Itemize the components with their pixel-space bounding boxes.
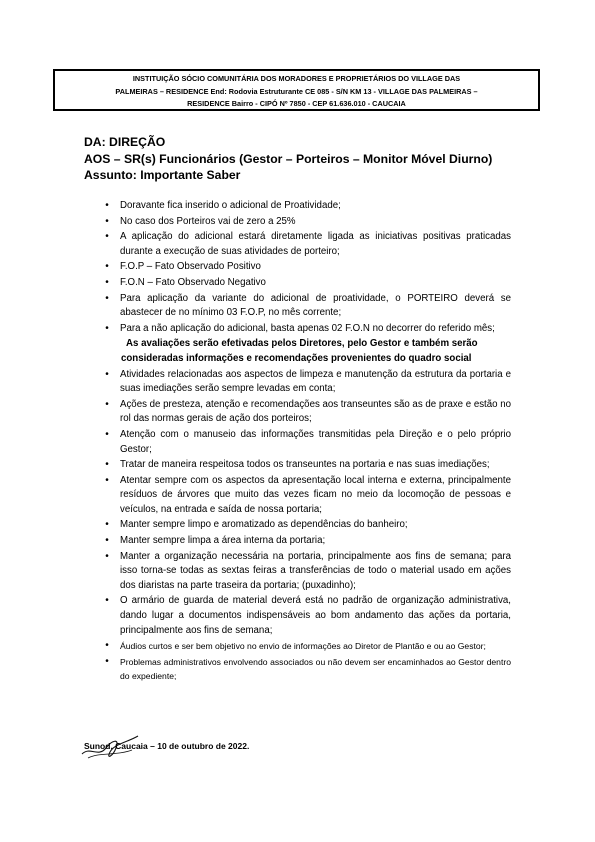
list-item: • F.O.N – Fato Observado Negativo	[103, 276, 511, 291]
list-item: • Problemas administrativos envolvendo associados ou não devem ser encaminhados ao Gestor dentro do expediente;	[103, 655, 511, 684]
signature-date-line: Sunod, Caucaia – 10 de outubro de 2022.	[84, 741, 250, 751]
memo-meta	[84, 134, 492, 184]
header-line-2: PALMEIRAS – RESIDENCE End: Rodovia Estruturante CE 085 - S/N KM 13 - VILLAGE DAS PALMEIRAS –	[115, 86, 478, 96]
bullet-icon: •	[105, 640, 109, 652]
bullet-icon: •	[105, 276, 109, 288]
list-item: • Ações de presteza, atenção e recomendações aos transeuntes são as de praxe e estão no rol das normas gerais de ação dos porteiros;	[103, 398, 511, 427]
bullet-icon: •	[105, 322, 109, 334]
list-item: • No caso dos Porteiros vai de zero a 25%	[103, 215, 511, 230]
bullet-icon: •	[105, 200, 109, 211]
list-item: • F.O.P – Fato Observado Positivo	[103, 260, 511, 275]
list-item: • Manter a organização necessária na portaria, principalmente aos fins de semana; para isso torna-se todas as sextas feiras a transferências de todo o material usado em ações dos diaristas na parte traseira da portaria; (puxadinho);	[103, 550, 511, 594]
bullet-icon: •	[105, 519, 109, 531]
bullet-icon: •	[105, 459, 109, 471]
list-item: • Manter sempre limpo e aromatizado as dependências do banheiro;	[103, 518, 511, 533]
list-item: • Para a não aplicação do adicional, basta apenas 02 F.O.N no decorrer do referido mês;	[103, 322, 511, 337]
institution-header	[53, 69, 540, 111]
header-line-1: INSTITUIÇÃO SÓCIO COMUNITÁRIA DOS MORADORES E PROPRIETÁRIOS DO VILLAGE DAS	[132, 74, 461, 83]
bullet-icon: •	[105, 368, 109, 380]
list-item: • A aplicação do adicional estará diretamente ligada as iniciativas positivas praticadas durante a execução de suas atividades de porteiro;	[103, 230, 511, 259]
list-item: • Atenção com o manuseio das informações transmitidas pela Direção e o pelo próprio Gestor;	[103, 428, 511, 457]
list-item: • O armário de guarda de material deverá está no padrão de organização administrativa, dando lugar a documentos indispensáveis ao bom andamento das ações da portaria, principalmente aos fins de semana;	[103, 594, 511, 638]
bullet-icon: •	[105, 655, 109, 667]
memo-to: AOS – SR(s) Funcionários (Gestor – Porteiros – Monitor Móvel Diurno)	[84, 151, 493, 166]
bullet-icon: •	[105, 474, 109, 486]
list-item: • Doravante fica inserido o adicional de Proatividade;	[103, 199, 511, 214]
memo-subject: Assunto: Importante Saber	[84, 168, 241, 182]
list-item: • Para aplicação da variante do adicional de proatividade, o PORTEIRO deverá se abastecer de no mínimo 03 F.O.P, no mês corrente;	[103, 292, 511, 321]
bullet-icon: •	[105, 550, 109, 562]
bullet-icon: •	[105, 428, 109, 440]
bullet-icon: •	[105, 261, 109, 273]
bullet-icon: •	[105, 398, 109, 410]
bullet-icon: •	[105, 292, 109, 304]
bullet-icon: •	[105, 535, 109, 547]
bullet-icon: •	[105, 595, 109, 607]
bullet-icon: •	[105, 231, 109, 243]
list-item: • Atividades relacionadas aos aspectos de limpeza e manutenção da estrutura da portaria e suas imediações serão sempre levadas em conta;	[103, 368, 511, 397]
memo-items-list	[103, 199, 511, 685]
list-item: • Manter sempre limpa a área interna da portaria;	[103, 534, 511, 549]
list-item: • Áudios curtos e ser bem objetivo no envio de informações ao Diretor de Plantão e ou ao Gestor;	[103, 639, 511, 654]
bullet-icon: •	[105, 215, 109, 227]
note-line-1: As avaliações serão efetivadas pelos Diretores, pelo Gestor e também serão	[126, 338, 478, 350]
note-line-2: consideradas informações e recomendações provenientes do quadro social	[121, 352, 472, 364]
list-item: • Tratar de maneira respeitosa todos os transeuntes na portaria e nas suas imediações;	[103, 458, 511, 473]
list-item: • Atentar sempre com os aspectos da apresentação local interna e externa, principalmente resíduos de árvores que muito das vezes ficam no meio da locomoção de pessoas e veículos, na entrada e saída de nossa portaria;	[103, 474, 511, 518]
evaluation-note	[103, 337, 511, 366]
memo-from: DA: DIREÇÃO	[84, 135, 166, 149]
header-line-3: RESIDENCE Bairro - CIPÓ Nº 7850 - CEP 61.636.010 - CAUCAIA	[187, 99, 406, 108]
